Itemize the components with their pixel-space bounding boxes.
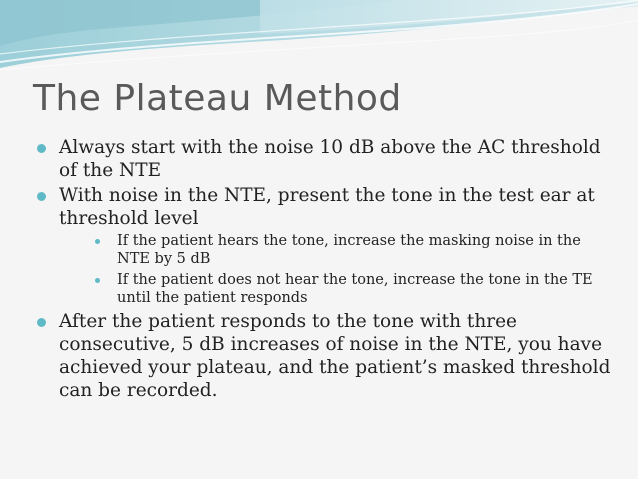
sub-bullet-item — [33, 271, 618, 307]
sub-bullet-text: If the patient does not hear the tone, increase the tone in the TE until the patient responds — [117, 272, 593, 306]
bullet-text: Always start with the noise 10 dB above the AC threshold of the NTE — [59, 137, 601, 181]
bullet-text: With noise in the NTE, present the tone in the test ear at threshold level — [59, 185, 595, 229]
bullet-item — [33, 136, 618, 182]
bullet-item — [33, 184, 618, 230]
bullet-text: After the patient responds to the tone with three consecutive, 5 dB increases of noise in the NTE, you have achieved your plateau, and the patient’s masked threshold can be recorded. — [59, 311, 611, 401]
bullet-item — [33, 310, 618, 402]
sub-bullet-dot-icon — [95, 278, 100, 283]
sub-bullet-item — [33, 232, 618, 268]
decorative-wave-header — [0, 0, 638, 80]
sub-bullet-dot-icon — [95, 239, 100, 244]
bullet-dot-icon — [37, 192, 46, 201]
bullet-dot-icon — [37, 144, 46, 153]
slide-title: The Plateau Method — [33, 78, 402, 119]
bullet-dot-icon — [37, 318, 46, 327]
sub-bullet-text: If the patient hears the tone, increase the masking noise in the NTE by 5 dB — [117, 233, 581, 267]
bullet-list — [33, 136, 618, 404]
